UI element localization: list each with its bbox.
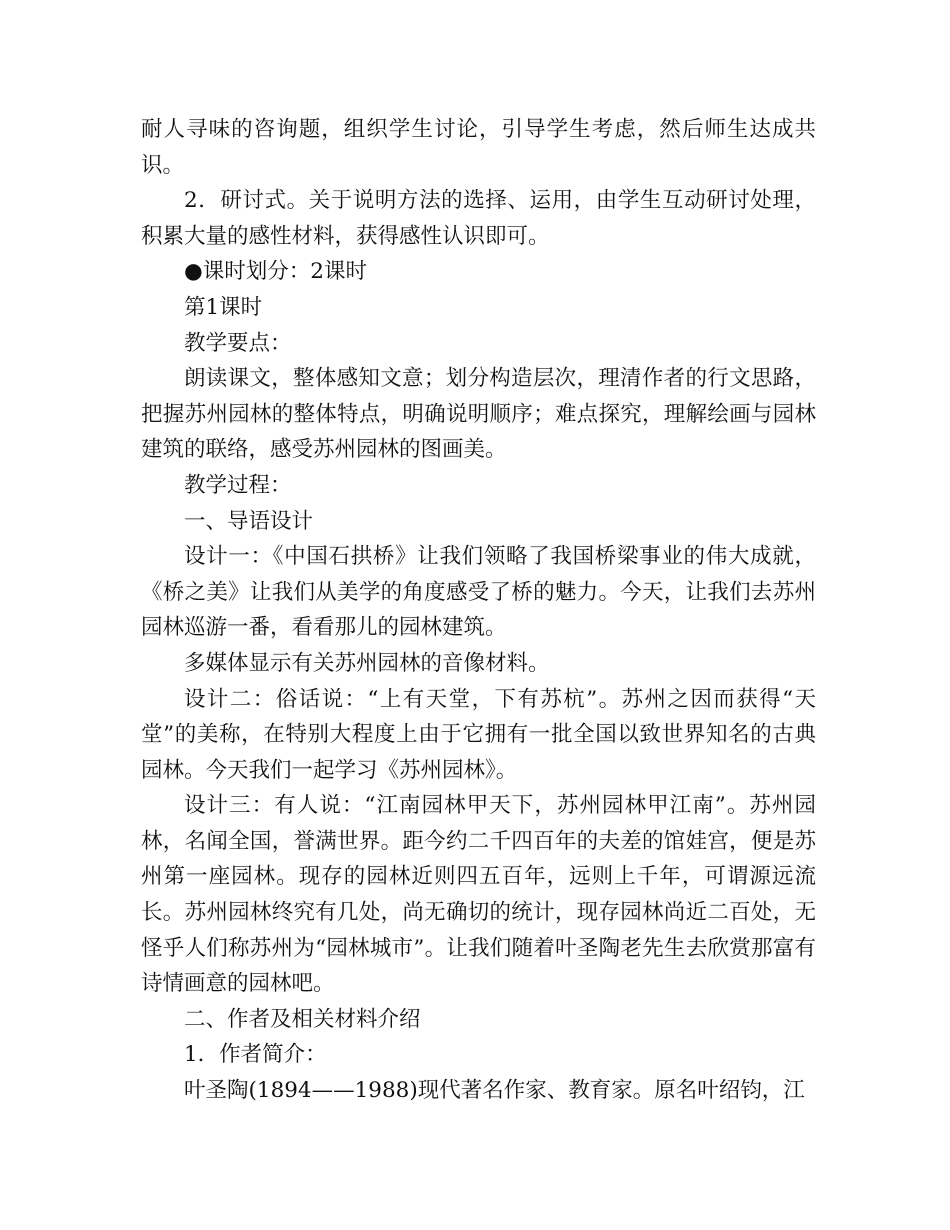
heading-author-intro: 1．作者简介： xyxy=(184,1042,327,1068)
heading-introduction-design: 一、导语设计 xyxy=(184,508,314,534)
heading-lesson-one: 第1课时 xyxy=(184,294,263,320)
paragraph-design-three: 设计三：有人说：“江南园林甲天下，苏州园林甲江南”。苏州园林，名闻全国，誉满世界。距今约二千四百年的夫差的馆娃宫，便是苏州第一座园林。现存的园林近则四五百年，远则上千年，可谓源远流长。苏州园林终究有几处，尚无确切的统计，现存园林尚近二百处，无怪乎人们称苏州为“园林城市”。让我们随着叶圣陶老先生去欣赏那富有诗情画意的园林吧。 xyxy=(141,793,816,997)
heading-teaching-points: 教学要点： xyxy=(184,330,292,356)
paragraph-lesson-division: ●课时划分：2课时 xyxy=(184,259,367,285)
paragraph-multimedia: 多媒体显示有关苏州园林的音像材料。 xyxy=(184,650,550,676)
paragraph-discussion-method: 2．研讨式。关于说明方法的选择、运用，由学生互动研讨处理，积累大量的感性材料，获得感性认识即可。 xyxy=(141,188,816,249)
paragraph-design-two: 设计二：俗话说：“上有天堂，下有苏杭”。苏州之因而获得“天堂”的美称，在特别大程度上由于它拥有一批全国以致世界知名的古典园林。今天我们一起学习《苏州园林》。 xyxy=(141,686,816,783)
document-body xyxy=(141,112,816,1109)
paragraph-author-bio: 叶圣陶(1894——1988)现代著名作家、教育家。原名叶绍钧，江 xyxy=(184,1078,805,1104)
heading-teaching-process: 教学过程： xyxy=(184,472,292,498)
heading-author-materials: 二、作者及相关材料介绍 xyxy=(184,1006,421,1032)
paragraph-continuation: 耐人寻味的咨询题，组织学生讨论，引导学生考虑，然后师生达成共识。 xyxy=(141,117,816,178)
paragraph-teaching-points: 朗读课文，整体感知文意；划分构造层次，理清作者的行文思路，把握苏州园林的整体特点，明确说明顺序；难点探究，理解绘画与园林建筑的联络，感受苏州园林的图画美。 xyxy=(141,366,816,463)
paragraph-design-one: 设计一：《中国石拱桥》让我们领略了我国桥梁事业的伟大成就，《桥之美》让我们从美学的角度感受了桥的魅力。今天，让我们去苏州园林巡游一番，看看那儿的园林建筑。 xyxy=(141,544,816,641)
